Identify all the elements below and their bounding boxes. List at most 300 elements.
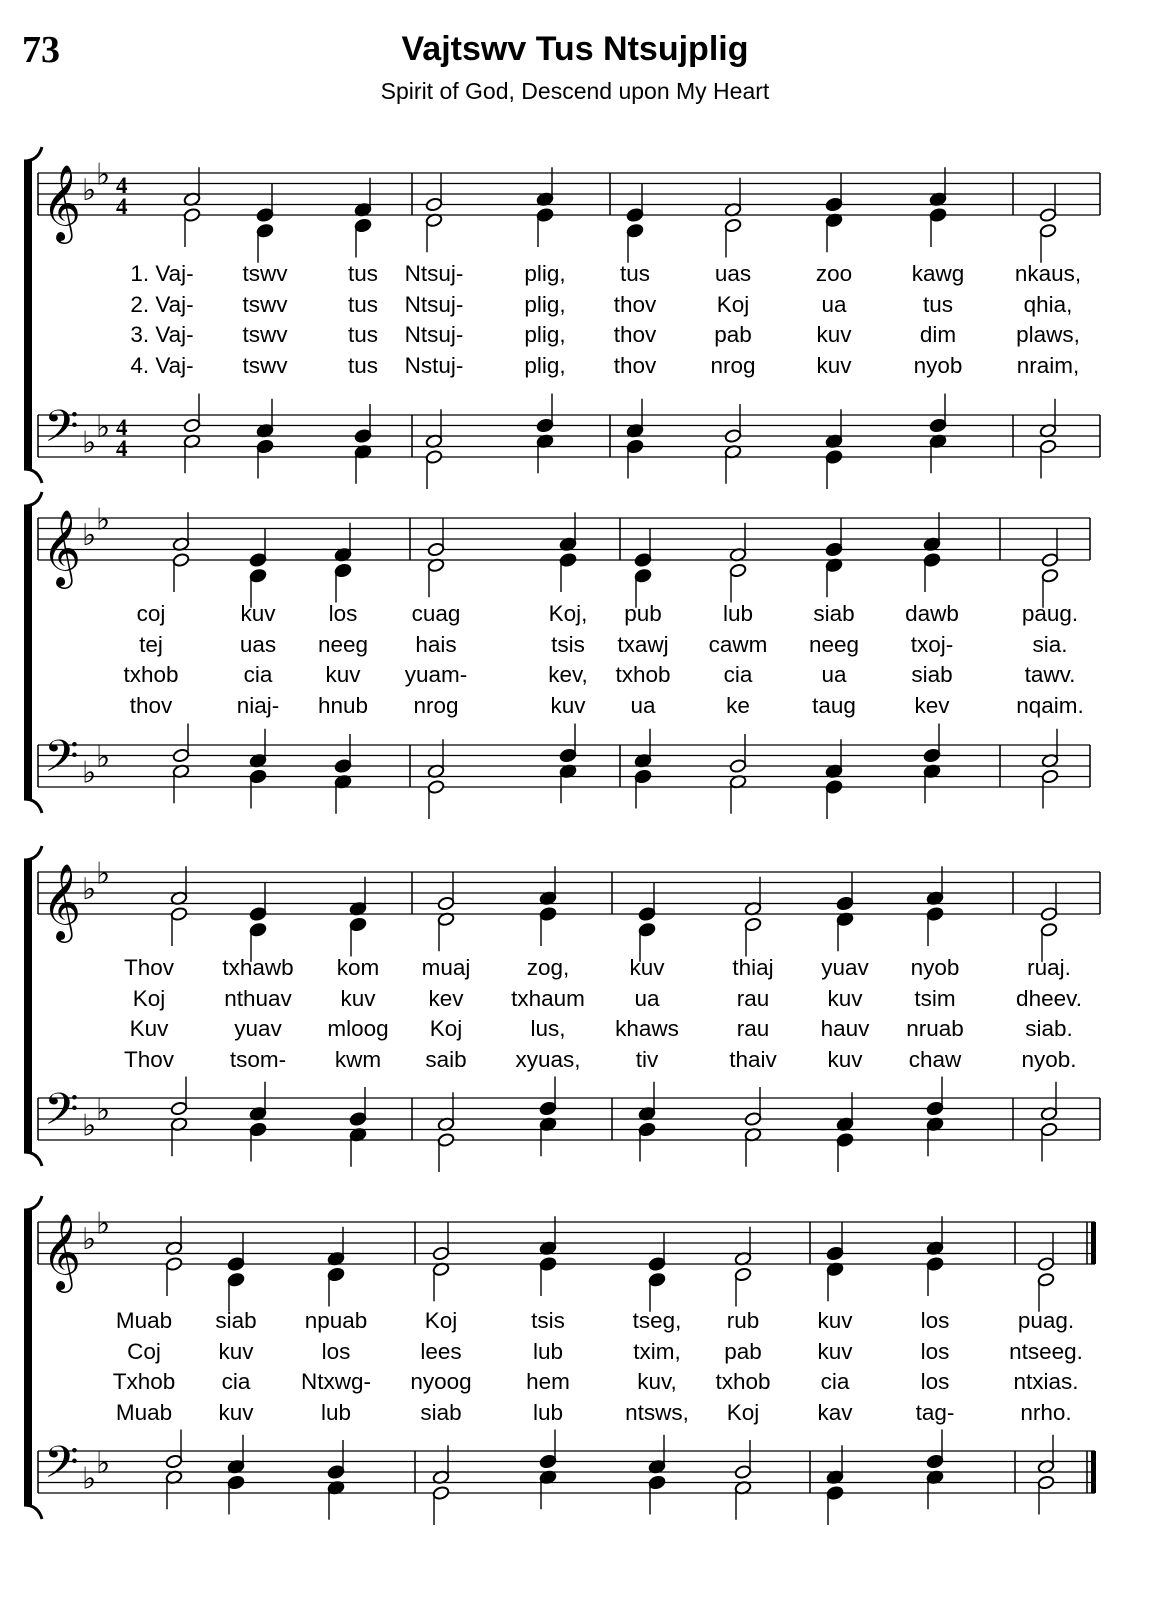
lyric-syllable: txoj-	[910, 631, 954, 657]
note-head	[648, 1257, 666, 1272]
lyric-syllable: txhob	[123, 662, 179, 687]
lyric-syllable: 1. Vaj-	[130, 261, 194, 286]
lyric-syllable: cawm	[708, 631, 768, 657]
note-head	[825, 780, 843, 795]
note-head	[432, 1246, 450, 1261]
lyric-syllable: qhia,	[1023, 291, 1073, 317]
lyric-syllable: kuv	[240, 601, 276, 626]
flat-sign-icon: ♭	[96, 157, 111, 193]
lyric-syllable: kuv	[817, 1338, 853, 1364]
lyric-syllable: Coj	[127, 1338, 161, 1364]
bass-staff	[38, 1436, 1096, 1499]
note-head	[227, 1257, 245, 1272]
note-head	[183, 208, 201, 223]
lyric-syllable: thov	[129, 692, 173, 718]
note-head	[249, 568, 267, 583]
flat-sign-icon: ♭	[96, 1206, 111, 1242]
lyric-syllable: tag-	[915, 1399, 955, 1425]
note-head	[825, 450, 843, 465]
lyric-syllable: txawj	[617, 631, 669, 657]
note-head	[826, 1246, 844, 1261]
treble-clef-icon: 𝄞	[42, 164, 82, 241]
lyric-syllable: mloog	[327, 1016, 389, 1041]
note-head	[227, 1272, 245, 1287]
lyric-syllable: nyob	[913, 352, 963, 378]
note-head	[926, 1257, 944, 1272]
lyric-syllable: kuv	[340, 985, 376, 1011]
note-head	[923, 748, 941, 763]
note-head	[170, 1101, 188, 1116]
lyric-syllable: kuv	[550, 692, 586, 718]
note-head	[249, 553, 267, 568]
flat-sign-icon: ♭	[82, 173, 97, 208]
lyric-syllable: hnub	[317, 692, 369, 718]
lyric-syllable: ke	[726, 692, 750, 718]
note-head	[638, 1122, 656, 1137]
note-head	[724, 429, 742, 444]
hymn-subtitle: Spirit of God, Descend upon My Heart	[380, 78, 770, 104]
lyric-syllable: tus	[347, 352, 379, 378]
lyric-syllable: txhawb	[222, 955, 294, 980]
note-head	[539, 1101, 557, 1116]
lyric-syllable: muaj	[421, 955, 471, 980]
note-head	[729, 563, 747, 578]
flat-sign-icon: ♭	[82, 1461, 97, 1497]
flat-sign-icon: ♭	[96, 1445, 111, 1481]
lyric-syllable: Koj,	[548, 601, 588, 626]
lyric-syllable: tus	[347, 291, 379, 317]
lyric-syllable: dim	[919, 322, 957, 347]
lyric-syllable: coj	[136, 601, 166, 626]
note-head	[648, 1272, 666, 1287]
lyric-syllable: rau	[736, 985, 770, 1011]
lyric-syllable: los	[328, 601, 358, 626]
lyric-syllable: tswv	[242, 261, 288, 286]
lyric-syllable: thaiv	[729, 1046, 777, 1072]
note-head	[172, 748, 190, 763]
lyric-syllable: nrho.	[1020, 1399, 1072, 1425]
lyric-syllable: yuam-	[404, 662, 468, 687]
lyric-syllable: tus	[347, 322, 379, 347]
lyric-syllable: Koj	[726, 1399, 760, 1425]
note-head	[836, 896, 854, 911]
lyric-syllable: niaj-	[236, 692, 280, 718]
lyric-syllable: ntseeg.	[1009, 1338, 1083, 1364]
lyric-syllable: los	[920, 1369, 950, 1394]
treble-clef-icon: 𝄞	[42, 509, 82, 586]
note-head	[638, 907, 656, 922]
lyric-syllable: tsis	[531, 1308, 565, 1333]
lyric-syllable: plig,	[524, 291, 566, 317]
lyric-syllable: nrog	[413, 692, 459, 718]
lyric-syllable: 4. Vaj-	[130, 352, 194, 378]
bracket-bottom-hook	[24, 799, 42, 813]
lyric-syllable: plig,	[524, 352, 566, 378]
lyric-syllable: ruaj.	[1027, 955, 1071, 980]
note-head	[826, 1486, 844, 1501]
note-head	[536, 418, 554, 433]
note-head	[334, 563, 352, 578]
lyric-syllable: tseg,	[632, 1308, 682, 1333]
note-head	[744, 1112, 762, 1127]
time-signature-numerator: 4	[116, 173, 128, 198]
bracket-bottom-hook	[24, 1505, 42, 1519]
lyric-syllable: thov	[613, 291, 657, 317]
lyric-syllable: cia	[243, 662, 273, 687]
lyric-syllable: Muab	[115, 1399, 173, 1425]
note-head	[634, 769, 652, 784]
lyric-syllable: nqaim.	[1016, 692, 1084, 718]
lyric-syllable: taug	[812, 692, 856, 718]
lyric-syllable: nrog	[710, 352, 756, 378]
lyric-syllable: xyuas,	[515, 1046, 581, 1072]
lyric-syllable: tus	[619, 261, 651, 286]
lyric-syllable: pab	[714, 322, 752, 347]
note-head	[929, 208, 947, 223]
lyric-syllable: kav	[817, 1399, 853, 1425]
lyric-syllable: siab	[813, 601, 855, 626]
bracket-top-hook	[24, 492, 42, 506]
lyric-syllable: Muab	[115, 1308, 173, 1333]
lyric-syllable: neeg	[317, 631, 369, 657]
lyric-syllable: siab	[911, 662, 953, 687]
lyric-syllable: tswv	[242, 291, 288, 317]
lyric-syllable: hais	[415, 631, 457, 657]
lyric-syllable: ua	[634, 985, 660, 1011]
lyric-syllable: Koj	[429, 1016, 463, 1041]
lyric-syllable: lub	[722, 601, 754, 626]
lyric-syllable: dawb	[905, 601, 959, 626]
note-head	[729, 759, 747, 774]
lyric-syllable: kwm	[334, 1046, 382, 1072]
note-head	[1037, 1257, 1055, 1272]
note-head	[249, 769, 267, 784]
treble-clef-icon: 𝄞	[42, 1213, 82, 1290]
bass-clef-icon: 𝄢	[44, 400, 79, 463]
note-head	[349, 917, 367, 932]
lyric-syllable: Thov	[123, 955, 175, 980]
final-barline-thick	[1091, 1451, 1096, 1493]
lyric-syllable: tawv.	[1024, 662, 1076, 687]
lyric-syllable: kuv	[218, 1399, 254, 1425]
time-signature-denominator: 4	[116, 436, 128, 461]
bracket-top-hook	[24, 846, 42, 860]
lyric-syllable: los	[920, 1338, 950, 1364]
note-head	[1040, 922, 1058, 937]
note-head	[926, 1454, 944, 1469]
note-head	[539, 1257, 557, 1272]
note-head	[1037, 1272, 1055, 1287]
lyric-syllable: uas	[239, 631, 277, 657]
lyric-syllable: cia	[221, 1369, 251, 1394]
note-head	[165, 1257, 183, 1272]
lyric-syllable: rub	[726, 1308, 760, 1333]
lyric-syllable: Kuv	[129, 1016, 169, 1041]
lyric-syllable: hauv	[820, 1016, 870, 1041]
note-head	[349, 1112, 367, 1127]
flat-sign-icon: ♭	[82, 425, 97, 461]
lyric-syllable: saib	[425, 1046, 467, 1072]
note-head	[327, 1267, 345, 1282]
lyric-syllable: ua	[821, 291, 847, 317]
time-signature-numerator: 4	[116, 415, 128, 440]
bass-staff	[38, 1083, 1100, 1146]
lyric-syllable: lus,	[530, 1016, 566, 1041]
lyric-syllable: 2. Vaj-	[130, 291, 194, 317]
lyric-syllable: Koj	[716, 291, 750, 317]
lyric-syllable: txhaum	[511, 985, 585, 1011]
note-head	[626, 223, 644, 238]
note-head	[929, 418, 947, 433]
note-head	[1041, 769, 1059, 784]
lyric-syllable: plig,	[524, 322, 566, 347]
bracket-bottom-hook	[24, 1152, 42, 1166]
lyric-syllable: ua	[821, 662, 847, 687]
hymn-number: 73	[22, 29, 60, 71]
system-bracket	[24, 161, 32, 469]
note-head	[432, 1486, 450, 1501]
note-head	[256, 208, 274, 223]
final-barline-thick	[1091, 1222, 1096, 1264]
note-head	[539, 1454, 557, 1469]
lyric-syllable: npuab	[304, 1308, 368, 1333]
note-head	[183, 418, 201, 433]
lyric-syllable: kuv	[629, 955, 665, 980]
bass-staff	[38, 400, 1100, 463]
lyric-syllable: kom	[336, 955, 380, 980]
note-head	[734, 1267, 752, 1282]
note-head	[923, 553, 941, 568]
lyric-syllable: ua	[630, 692, 656, 718]
lyric-syllable: nruab	[906, 1016, 964, 1041]
lyric-syllable: uas	[714, 261, 752, 286]
lyric-syllable: kuv	[827, 1046, 863, 1072]
note-head	[825, 197, 843, 212]
flat-sign-icon: ♭	[96, 739, 111, 775]
lyric-syllable: los	[920, 1308, 950, 1333]
note-head	[425, 450, 443, 465]
note-head	[926, 1101, 944, 1116]
lyric-syllable: tus	[922, 291, 954, 317]
lyric-syllable: pub	[624, 601, 662, 626]
note-head	[165, 1454, 183, 1469]
note-head	[1040, 907, 1058, 922]
system-bracket	[24, 506, 32, 799]
flat-sign-icon: ♭	[82, 755, 97, 791]
note-head	[249, 922, 267, 937]
lyric-syllable: tsom-	[229, 1046, 287, 1072]
music-system-1	[24, 147, 1100, 489]
lyric-syllable: cia	[723, 662, 753, 687]
lyric-syllable: rau	[736, 1016, 770, 1041]
lyric-syllable: kev	[914, 692, 950, 718]
note-head	[634, 568, 652, 583]
system-bracket	[24, 1210, 32, 1505]
lyric-syllable: ntsws,	[625, 1399, 689, 1425]
note-head	[626, 208, 644, 223]
note-head	[334, 759, 352, 774]
note-head	[734, 1465, 752, 1480]
lyric-syllable: Ntxwg-	[300, 1369, 372, 1394]
lyric-syllable: pab	[724, 1338, 762, 1364]
lyric-syllable: tus	[347, 261, 379, 286]
note-head	[256, 223, 274, 238]
lyric-syllable: tswv	[242, 322, 288, 347]
lyric-syllable: thov	[613, 322, 657, 347]
lyric-syllable: puag.	[1017, 1308, 1075, 1333]
lyric-syllable: zoo	[815, 261, 853, 286]
lyric-syllable: sia.	[1032, 631, 1068, 657]
lyric-syllable: nraim,	[1016, 352, 1080, 378]
lyric-syllable: tej	[139, 631, 163, 657]
lyric-syllable: los	[321, 1338, 351, 1364]
hymn-title: Vajtswv Tus Ntsujplig	[401, 30, 749, 68]
lyric-syllable: plaws,	[1016, 322, 1080, 347]
lyric-syllable: Ntsuj-	[404, 261, 464, 286]
note-head	[559, 748, 577, 763]
lyric-syllable: yuav	[821, 955, 869, 980]
note-head	[425, 197, 443, 212]
note-head	[1039, 439, 1057, 454]
flat-sign-icon: ♭	[82, 518, 97, 553]
treble-clef-icon: 𝄞	[42, 863, 82, 940]
lyric-syllable: tiv	[635, 1046, 659, 1072]
lyric-syllable: Ntsuj-	[404, 291, 464, 317]
note-head	[327, 1465, 345, 1480]
note-head	[256, 439, 274, 454]
time-signature-denominator: 4	[116, 194, 128, 219]
note-head	[1040, 1122, 1058, 1137]
lyric-syllable: kuv,	[637, 1369, 677, 1394]
lyric-syllable: kuv	[827, 985, 863, 1011]
flat-sign-icon: ♭	[82, 872, 97, 907]
flat-sign-icon: ♭	[96, 1092, 111, 1128]
lyric-syllable: lub	[532, 1338, 564, 1364]
lyric-syllable: Ntsuj-	[404, 322, 464, 347]
note-head	[437, 1133, 455, 1148]
lyric-syllable: nthuav	[224, 985, 292, 1011]
note-head	[536, 208, 554, 223]
flat-sign-icon: ♭	[96, 856, 111, 892]
lyric-syllable: kuv	[816, 322, 852, 347]
lyric-syllable: thiaj	[732, 955, 774, 980]
lyric-syllable: tsis	[551, 631, 585, 657]
lyric-syllable: kev,	[548, 662, 588, 687]
lyric-syllable: yuav	[234, 1016, 282, 1041]
note-head	[354, 218, 372, 233]
bass-clef-icon: 𝄢	[44, 730, 79, 793]
note-head	[626, 439, 644, 454]
note-head	[744, 917, 762, 932]
lyric-syllable: lub	[532, 1399, 564, 1425]
bass-clef-icon: 𝄢	[44, 1436, 79, 1499]
lyric-syllable: nyoog	[410, 1369, 472, 1394]
lyric-syllable: txhob	[615, 662, 671, 687]
lyric-syllable: Txhob	[112, 1369, 176, 1394]
lyric-syllable: cia	[820, 1369, 850, 1394]
note-head	[724, 218, 742, 233]
lyric-syllable: nkaus,	[1014, 261, 1082, 286]
flat-sign-icon: ♭	[96, 502, 111, 538]
lyric-syllable: plig,	[524, 261, 566, 286]
lyric-syllable: hem	[526, 1369, 570, 1394]
note-head	[1039, 208, 1057, 223]
lyric-syllable: lees	[420, 1338, 462, 1364]
note-head	[227, 1475, 245, 1490]
note-head	[354, 429, 372, 444]
note-head	[437, 896, 455, 911]
lyric-syllable: dheev.	[1016, 985, 1082, 1011]
flat-sign-icon: ♭	[82, 1108, 97, 1144]
lyric-syllable: zog,	[526, 955, 570, 980]
note-head	[634, 553, 652, 568]
lyric-syllable: txim,	[633, 1338, 681, 1364]
lyric-syllable: kuv	[817, 1308, 853, 1333]
lyric-syllable: txhob	[715, 1369, 771, 1394]
note-head	[1041, 553, 1059, 568]
note-head	[172, 553, 190, 568]
lyric-syllable: Thov	[123, 1046, 175, 1072]
lyric-syllable: kuv	[218, 1338, 254, 1364]
note-head	[249, 1122, 267, 1137]
lyric-syllable: tsim	[914, 985, 956, 1011]
note-head	[926, 907, 944, 922]
note-head	[1037, 1475, 1055, 1490]
lyric-syllable: Nstuj-	[404, 352, 464, 378]
bracket-top-hook	[24, 147, 42, 161]
note-head	[559, 553, 577, 568]
note-head	[648, 1475, 666, 1490]
lyric-syllable: kawg	[911, 261, 965, 286]
system-bracket	[24, 860, 32, 1152]
lyric-syllable: thov	[613, 352, 657, 378]
lyric-syllable: cuag	[411, 601, 461, 626]
lyric-syllable: tswv	[242, 352, 288, 378]
note-head	[427, 542, 445, 557]
lyric-syllable: siab.	[1025, 1016, 1073, 1041]
note-head	[427, 780, 445, 795]
note-head	[249, 907, 267, 922]
flat-sign-icon: ♭	[82, 1222, 97, 1257]
lyric-syllable: siab	[420, 1399, 462, 1425]
lyric-syllable: Koj	[424, 1308, 458, 1333]
lyric-syllable: siab	[215, 1308, 257, 1333]
lyric-syllable: kuv	[816, 352, 852, 378]
lyric-syllable: lub	[320, 1399, 352, 1425]
bracket-top-hook	[24, 1196, 42, 1210]
note-head	[170, 907, 188, 922]
lyric-syllable: kuv	[325, 662, 361, 687]
lyric-syllable: nyob.	[1021, 1046, 1077, 1072]
lyric-syllable: nyob	[910, 955, 960, 980]
lyric-syllable: Koj	[132, 985, 166, 1011]
lyric-syllable: khaws	[615, 1016, 679, 1041]
lyric-syllable: 3. Vaj-	[130, 322, 194, 347]
lyric-syllable: chaw	[908, 1046, 962, 1072]
note-head	[1041, 568, 1059, 583]
note-head	[836, 1133, 854, 1148]
lyric-syllable: ntxias.	[1013, 1369, 1079, 1394]
lyric-syllable: paug.	[1021, 601, 1079, 626]
note-head	[825, 542, 843, 557]
flat-sign-icon: ♭	[96, 409, 111, 445]
note-head	[638, 922, 656, 937]
bracket-bottom-hook	[24, 469, 42, 483]
note-head	[539, 907, 557, 922]
lyric-syllable: neeg	[808, 631, 860, 657]
bass-clef-icon: 𝄢	[44, 1083, 79, 1146]
lyric-syllable: kev	[428, 985, 464, 1011]
